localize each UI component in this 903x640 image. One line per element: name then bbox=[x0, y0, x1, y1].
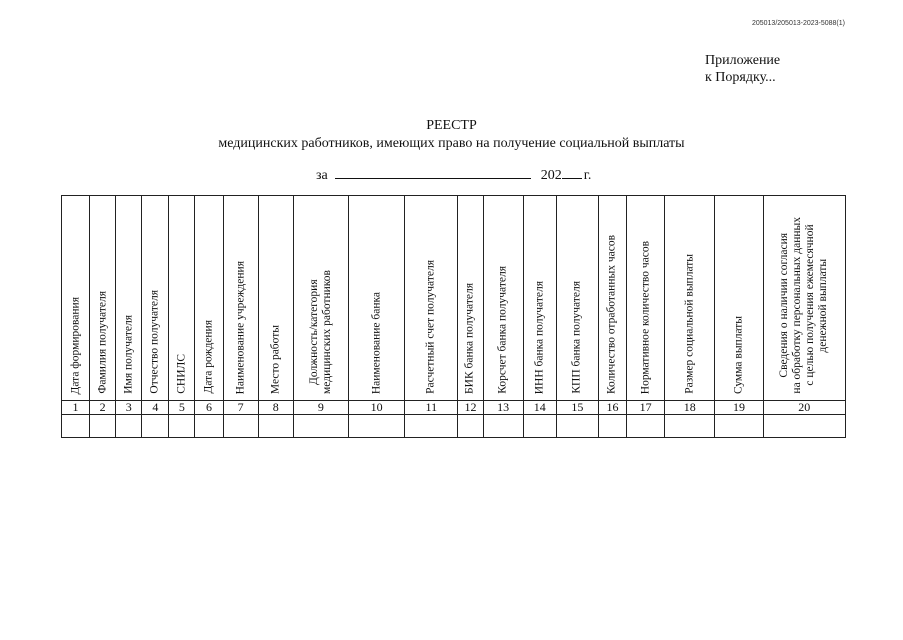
period-blank-field bbox=[335, 166, 531, 179]
empty-cell bbox=[116, 415, 142, 438]
column-number-cell: 10 bbox=[349, 401, 405, 415]
column-header-label: Дата формирования bbox=[69, 296, 82, 394]
column-header-cell bbox=[665, 196, 715, 401]
year-prefix: 202 bbox=[540, 168, 562, 183]
column-number-cell: 14 bbox=[523, 401, 556, 415]
appendix-line-1: Приложение bbox=[705, 53, 781, 68]
column-number-cell: 4 bbox=[142, 401, 169, 415]
column-header-label: Наименование учреждения bbox=[234, 260, 247, 394]
column-header-label: Расчетный счет получателя bbox=[424, 260, 437, 394]
period-prefix: за bbox=[316, 168, 328, 183]
column-header-label: БИК банка получателя bbox=[463, 283, 476, 394]
column-header-label: Количество отработанных часов bbox=[605, 234, 618, 394]
empty-cell bbox=[142, 415, 169, 438]
column-header-label: Фамилия получателя bbox=[96, 291, 109, 394]
column-number-row bbox=[62, 401, 846, 415]
column-header-label: Нормативное количество часов bbox=[639, 240, 652, 394]
header-row bbox=[62, 196, 846, 401]
column-number-cell: 11 bbox=[405, 401, 458, 415]
column-number-cell: 19 bbox=[715, 401, 763, 415]
column-header-label: Место работы bbox=[269, 324, 282, 394]
registry-table bbox=[61, 195, 846, 438]
empty-cell bbox=[258, 415, 293, 438]
column-header-label: Отчество получателя bbox=[148, 290, 161, 394]
column-header-cell bbox=[763, 196, 845, 401]
column-header-cell bbox=[293, 196, 348, 401]
empty-cell bbox=[349, 415, 405, 438]
column-header-cell bbox=[90, 196, 116, 401]
appendix-line-2: к Порядку... bbox=[705, 70, 776, 85]
year-suffix: г. bbox=[583, 168, 592, 183]
empty-cell bbox=[405, 415, 458, 438]
column-header-cell bbox=[556, 196, 598, 401]
column-number-cell: 16 bbox=[598, 401, 626, 415]
column-header-cell bbox=[458, 196, 483, 401]
column-header-cell bbox=[523, 196, 556, 401]
empty-cell bbox=[665, 415, 715, 438]
column-header-label: Размер социальной выплаты bbox=[683, 254, 696, 394]
empty-data-row bbox=[62, 415, 846, 438]
empty-cell bbox=[169, 415, 195, 438]
column-header-label: СНИЛС bbox=[175, 354, 188, 394]
column-header-cell bbox=[483, 196, 523, 401]
column-number-cell: 1 bbox=[62, 401, 90, 415]
column-number-cell: 5 bbox=[169, 401, 195, 415]
empty-cell bbox=[195, 415, 223, 438]
empty-cell bbox=[90, 415, 116, 438]
empty-cell bbox=[458, 415, 483, 438]
column-header-cell bbox=[116, 196, 142, 401]
document-subtitle: медицинских работников, имеющих право на получение социальной выплаты bbox=[218, 136, 685, 151]
column-header-label: Имя получателя bbox=[122, 315, 135, 394]
empty-cell bbox=[763, 415, 845, 438]
column-number-cell: 18 bbox=[665, 401, 715, 415]
empty-cell bbox=[223, 415, 258, 438]
appendix-note bbox=[705, 52, 780, 86]
column-header-label: Корсчет банка получателя bbox=[496, 266, 509, 394]
column-header-cell bbox=[142, 196, 169, 401]
empty-cell bbox=[598, 415, 626, 438]
column-header-cell bbox=[349, 196, 405, 401]
column-number-cell: 6 bbox=[195, 401, 223, 415]
column-number-cell: 17 bbox=[627, 401, 665, 415]
year-blank-field bbox=[562, 166, 582, 179]
column-header-cell bbox=[715, 196, 763, 401]
column-number-cell: 20 bbox=[763, 401, 845, 415]
empty-cell bbox=[523, 415, 556, 438]
column-header-cell bbox=[62, 196, 90, 401]
column-number-cell: 12 bbox=[458, 401, 483, 415]
document-title: РЕЕСТР bbox=[426, 118, 477, 133]
column-header-label: КПП банка получателя bbox=[570, 281, 583, 394]
column-number-cell: 7 bbox=[223, 401, 258, 415]
period-line bbox=[316, 166, 591, 184]
column-header-cell bbox=[169, 196, 195, 401]
column-number-cell: 9 bbox=[293, 401, 348, 415]
column-number-cell: 8 bbox=[258, 401, 293, 415]
empty-cell bbox=[483, 415, 523, 438]
document-number: 205013/205013-2023-5088(1) bbox=[751, 20, 845, 27]
empty-cell bbox=[62, 415, 90, 438]
column-number-cell: 13 bbox=[483, 401, 523, 415]
column-header-label: Сведения о наличии согласия на обработку персональных данных с целью получения ежемесячной денежной выплаты bbox=[778, 217, 830, 394]
column-header-cell bbox=[627, 196, 665, 401]
column-header-cell bbox=[223, 196, 258, 401]
column-header-label: Должность/категория медицинских работников bbox=[307, 270, 333, 394]
column-number-cell: 15 bbox=[556, 401, 598, 415]
column-header-label: Дата рождения bbox=[202, 320, 215, 394]
column-header-cell bbox=[195, 196, 223, 401]
column-number-cell: 3 bbox=[116, 401, 142, 415]
empty-cell bbox=[715, 415, 763, 438]
column-header-cell bbox=[405, 196, 458, 401]
column-header-label: Наименование банка bbox=[370, 291, 383, 394]
column-number-cell: 2 bbox=[90, 401, 116, 415]
empty-cell bbox=[556, 415, 598, 438]
column-header-label: Сумма выплаты bbox=[732, 315, 745, 394]
empty-cell bbox=[293, 415, 348, 438]
column-header-cell bbox=[598, 196, 626, 401]
column-header-label: ИНН банка получателя bbox=[533, 280, 546, 394]
column-header-cell bbox=[258, 196, 293, 401]
empty-cell bbox=[627, 415, 665, 438]
